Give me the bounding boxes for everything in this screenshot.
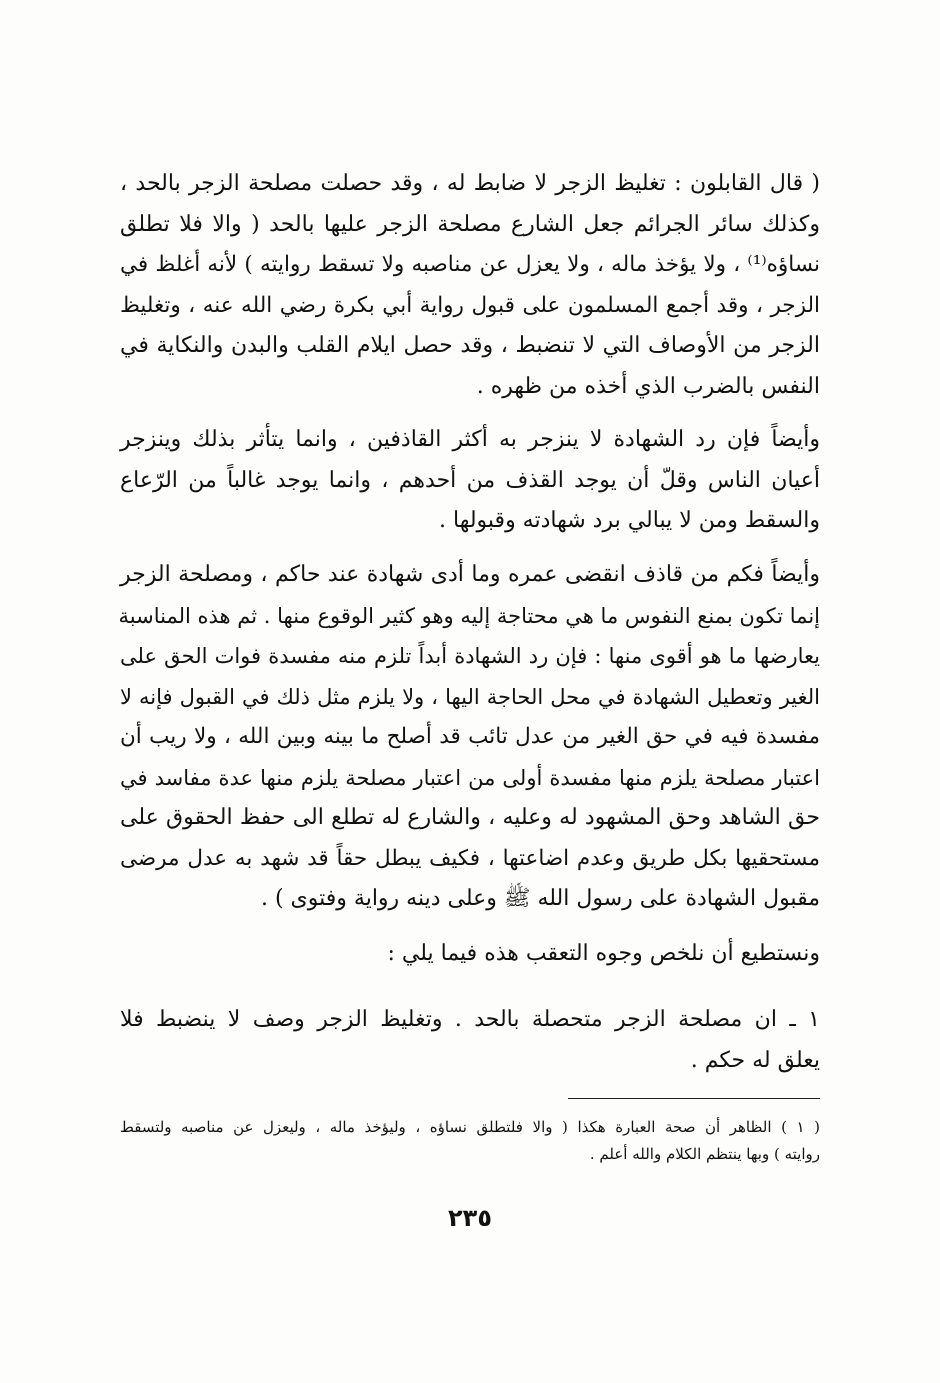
paragraph-line: ونستطيع أن نلخص وجوه التعقب هذه فيما يلي : [387, 941, 820, 966]
paragraph-line: اعتبار مصلحة يلزم منها مفسدة أولى من اعتبار مصلحة يلزم منها عدة مفاسد في [120, 765, 820, 790]
paragraph-line: ١ ـ ان مصلحة الزجر متحصلة بالحد . وتغليظ الزجر وصف لا ينضبط فلا [120, 1007, 820, 1032]
paragraph-line: الزجر من الأوصاف التي لا تنضبط ، وقد حصل ايلام القلب والبدن والنكاية في [120, 333, 820, 358]
paragraph-line: الزجر ، وقد أجمع المسلمون على قبول رواية أبي بكرة رضي الله عنه ، وتغليظ [120, 292, 820, 318]
paragraph-line: ( قال القابلون : تغليظ الزجر لا ضابط له ، وقد حصلت مصلحة الزجر بالحد ، [120, 171, 820, 196]
footnote-line: روايته ) وبها ينتظم الكلام والله أعلم . [589, 1145, 820, 1163]
page-number: ٢٣٥ [448, 1204, 492, 1232]
paragraph-line: وأيضاً فإن رد الشهادة لا ينزجر به أكثر القاذفين ، وانما يتأثر بذلك وينزجر [120, 427, 820, 452]
paragraph-line: نساؤه⁽¹⁾ ، ولا يؤخذ ماله ، ولا يعزل عن مناصبه ولا تسقط روايته ) لأنه أغلظ في [120, 252, 820, 277]
footnote [120, 1114, 820, 1168]
paragraph-3 [120, 555, 820, 920]
paragraph-line: يعارضها ما هو أقوى منها : فإن رد الشهادة أبداً تلزم منه مفسدة فوات الحق على [120, 644, 820, 668]
paragraph-line: حق الشاهد وحق المشهود له وعليه ، والشارع له تطلع الى حفظ الحقوق على [120, 805, 820, 830]
paragraph-line: الغير وتعطيل الشهادة في محل الحاجة اليها ، ولا يلزم مثل ذلك في القبول فإنه لا [120, 684, 820, 709]
footnote-separator [568, 1098, 820, 1099]
paragraph-line: أعيان الناس وقلّ أن يوجد القذف من أحدهم ، وانما يوجد غالباً من الرّعاع [120, 467, 820, 493]
paragraph-line: مفسدة فيه في حق الغير من عدل تائب قد أصلح ما بينه وبين الله ، ولا ريب أن [120, 724, 820, 749]
paragraph-5 [120, 1000, 820, 1081]
paragraph-line: مستحقيها بكل طريق وعدم اضاعتها ، فكيف يبطل حقاً قد شهد به عدل مرضى [120, 845, 820, 871]
paragraph-4 [120, 934, 820, 975]
paragraph-line: النفس بالضرب الذي أخذه من ظهره . [476, 373, 820, 399]
paragraph-line: إنما تكون بمنع النفوس ما هي محتاجة إليه وهو كثير الوقوع منها . ثم هذه المناسبة [118, 603, 820, 628]
paragraph-2 [120, 420, 820, 542]
paragraph-line: وكذلك سائر الجرائم جعل الشارع مصلحة الزجر عليها بالحد ( والا فلا تطلق [120, 211, 820, 237]
paragraph-1 [120, 164, 820, 407]
paragraph-line: والسقط ومن لا يبالي برد شهادته وقبولها . [439, 508, 820, 533]
footnote-line: ( ١ ) الظاهر أن صحة العبارة هكذا ( والا فلتطلق نساؤه ، وليؤخذ ماله ، وليعزل عن مناصبه ولتسقط [120, 1118, 820, 1136]
paragraph-line: مقبول الشهادة على رسول الله ﷺ وعلى دينه رواية وفتوى ) . [260, 886, 820, 911]
paragraph-line: يعلق له حكم . [690, 1047, 820, 1073]
paragraph-line: وأيضاً فكم من قاذف انقضى عمره وما أدى شهادة عند حاكم ، ومصلحة الزجر [120, 562, 820, 587]
